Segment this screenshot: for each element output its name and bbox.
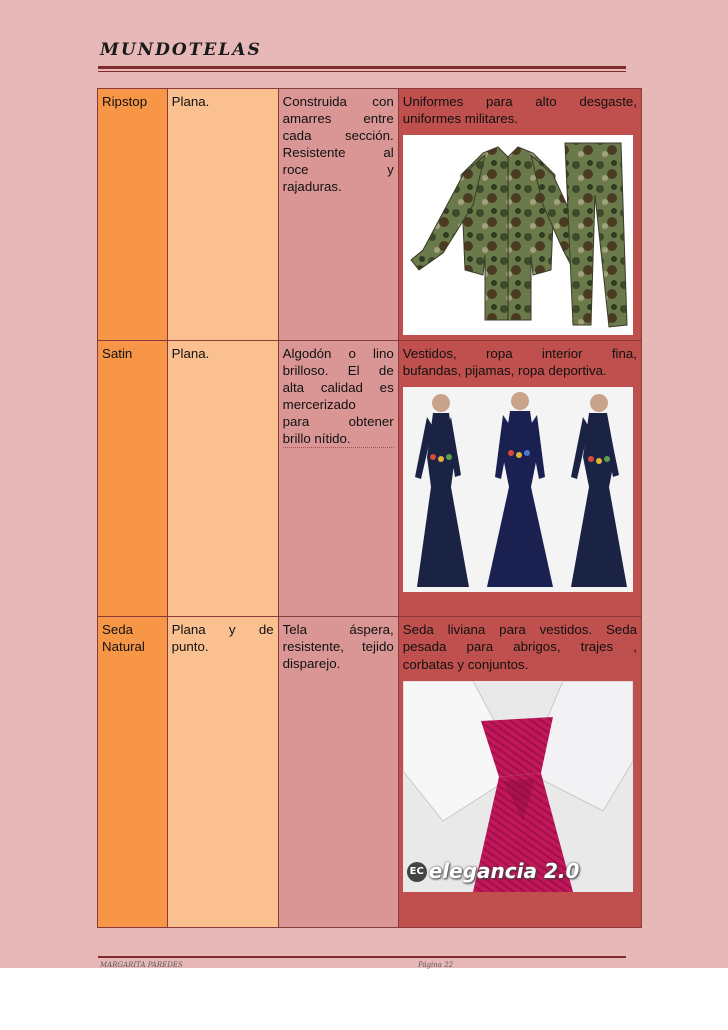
fabric-name: Ripstop bbox=[102, 94, 148, 109]
satin-dresses-image bbox=[403, 387, 633, 592]
characteristics-cell bbox=[278, 89, 398, 341]
characteristics-line: Resistente al bbox=[282, 145, 394, 160]
camouflage-uniform-illustration bbox=[403, 135, 633, 335]
characteristics-line: para obtener bbox=[282, 414, 394, 429]
footer-rule bbox=[98, 956, 626, 958]
page-header-title: MUNDOTELAS bbox=[100, 40, 262, 60]
satin-gown-illustration bbox=[403, 387, 633, 592]
silk-tie-image bbox=[403, 681, 633, 892]
characteristics-line: disparejo. bbox=[282, 656, 341, 671]
fabric-name: Satin bbox=[102, 346, 133, 361]
characteristics-line: brilloso. El de bbox=[282, 363, 394, 378]
footer-author: MARGARITA PAREDES bbox=[100, 961, 183, 969]
fabric-table bbox=[97, 88, 642, 928]
table-row bbox=[98, 617, 642, 928]
characteristics-cell bbox=[278, 617, 398, 928]
fabric-name: Natural bbox=[102, 639, 145, 654]
military-uniform-image bbox=[403, 135, 633, 335]
table-row bbox=[98, 89, 642, 341]
characteristics-line: Construida con bbox=[282, 94, 394, 109]
uses-line: bufandas, pijamas, ropa deportiva. bbox=[402, 363, 607, 378]
characteristics-line: resistente, tejido bbox=[282, 639, 394, 654]
characteristics-line: amarres entre bbox=[282, 111, 394, 126]
characteristics-line: roce y bbox=[282, 162, 394, 177]
uses-line: corbatas y conjuntos. bbox=[402, 657, 529, 672]
uses-line: Seda liviana para vestidos. Seda bbox=[402, 622, 637, 637]
uses-line: pesada para abrigos, trajes , bbox=[402, 639, 637, 654]
fabric-name-cell bbox=[98, 617, 168, 928]
weave-cell bbox=[167, 617, 278, 928]
characteristics-line: brillo nítido. bbox=[283, 430, 394, 448]
fabric-name: Seda bbox=[102, 622, 134, 637]
characteristics-line: Tela áspera, bbox=[282, 622, 394, 637]
characteristics-line: rajaduras. bbox=[282, 179, 342, 194]
footer-page-number: Página 22 bbox=[418, 961, 454, 969]
weave-type: Plana y de bbox=[171, 622, 274, 637]
uses-cell bbox=[398, 341, 641, 617]
uses-cell bbox=[398, 89, 641, 341]
watermark-logo: elegancia 2.0 bbox=[428, 859, 580, 883]
characteristics-cell bbox=[278, 341, 398, 617]
uses-line: Uniformes para alto desgaste, bbox=[402, 94, 637, 109]
table-row bbox=[98, 341, 642, 617]
weave-type: Plana. bbox=[171, 346, 210, 361]
header-rule-thin bbox=[98, 71, 626, 72]
header-rule bbox=[98, 66, 626, 69]
weave-cell bbox=[167, 341, 278, 617]
weave-cell bbox=[167, 89, 278, 341]
characteristics-line: Algodón o lino bbox=[282, 346, 394, 361]
logo-mark-icon: EC bbox=[407, 862, 427, 882]
uses-cell bbox=[398, 617, 641, 928]
characteristics-line: mercerizado bbox=[282, 397, 356, 412]
characteristics-line: cada sección. bbox=[282, 128, 394, 143]
characteristics-line: alta calidad es bbox=[282, 380, 394, 395]
weave-type: Plana. bbox=[171, 94, 210, 109]
fabric-name-cell bbox=[98, 341, 168, 617]
fabric-name-cell bbox=[98, 89, 168, 341]
uses-line: uniformes militares. bbox=[402, 111, 519, 126]
uses-line: Vestidos, ropa interior fina, bbox=[402, 346, 637, 361]
weave-type: punto. bbox=[171, 639, 209, 654]
